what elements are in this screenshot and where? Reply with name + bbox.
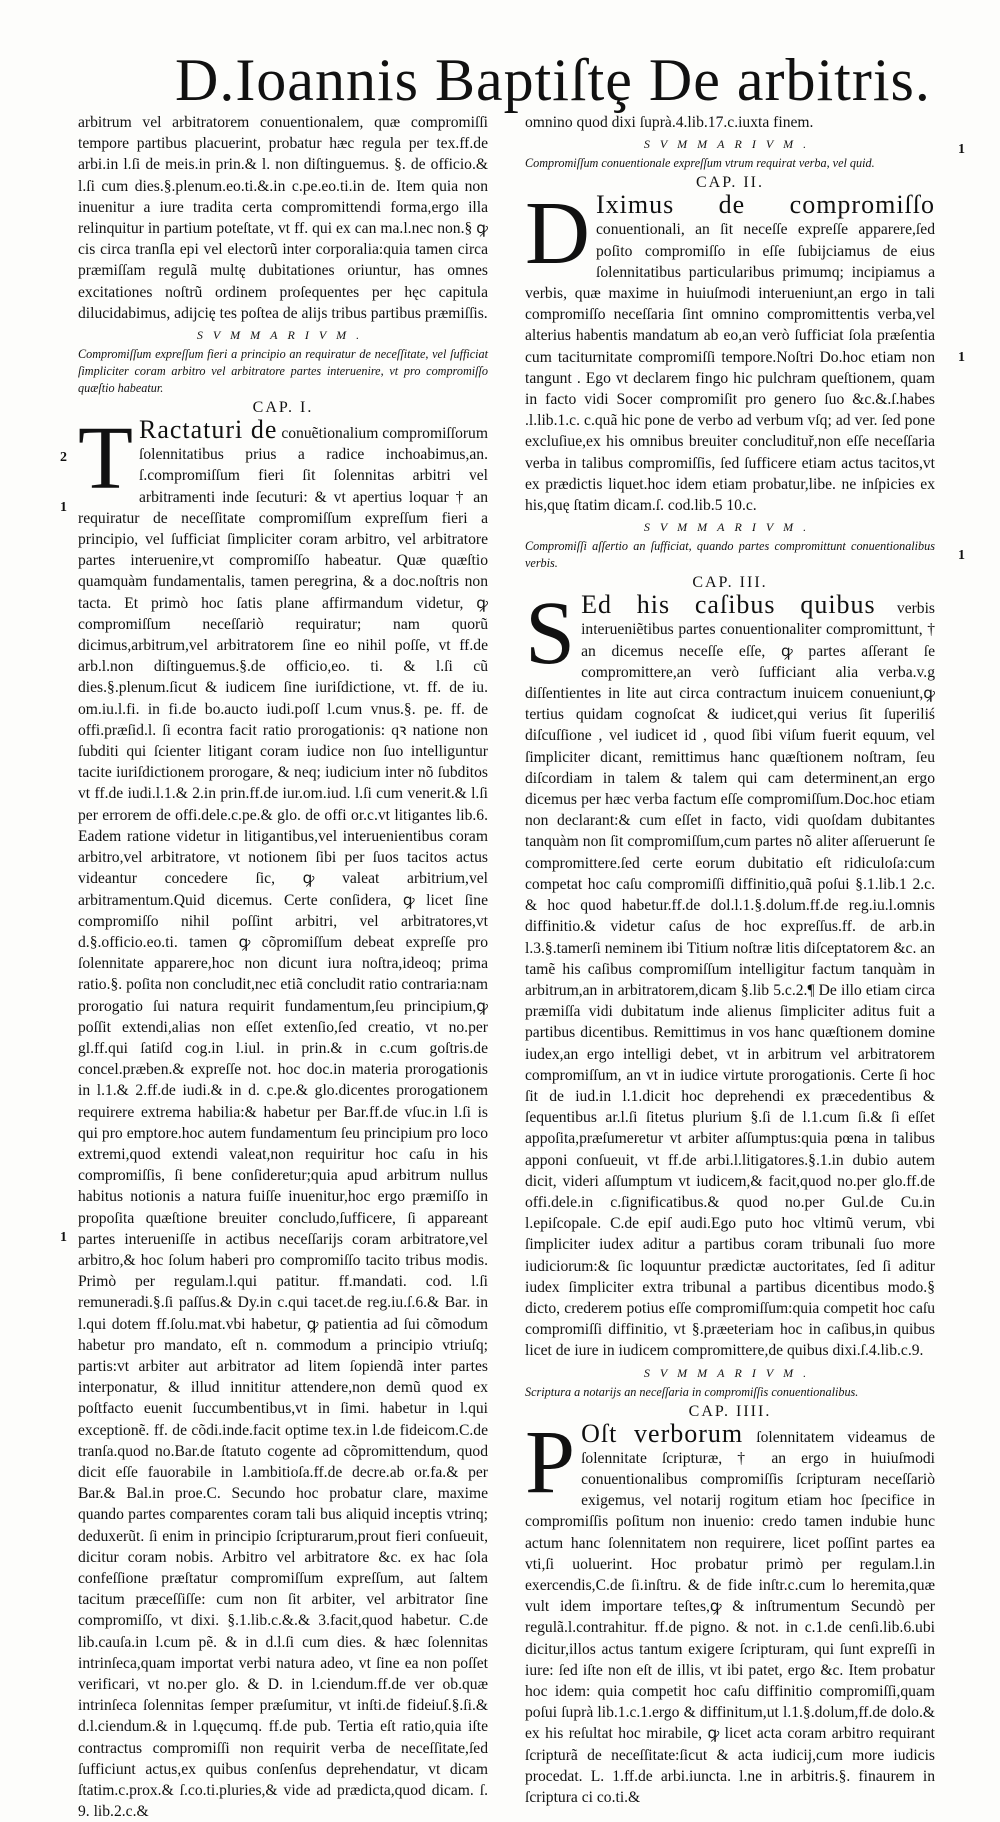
left-intro-text: arbitrum vel arbitratorem conuentionalem, quæ compromiſſi tempore partibus placuerint, probatur hæc regula per tex.ff.de arbi.in l.ſi de meis.in prin.& l. non diſtinguemus. §. de officio.& l.ſi cum dies.§.plenum.eo.ti.&.in c.pe.eo.ti.in de. Item quia non inuenitur a iure tradita certa compromittendi forma,ergo illa relinquitur in partium poteſtate, vt ff. qui ex can ma.l.nec non.§ ꝙ cis circa tranſla epi vel electorũ inter corporalia:quia tamen circa præmiſſam regulã multę dubitationes oriuntur, has omnes excitationes noſtrũ ordinem proſequentes per hęc capitula dilucidabimus, adijcię tes poſtea de alijs tribus partibus præmiſſis. — [78, 114, 488, 322]
chapter-text: verbis interueniẽtibus partes conuentionaliter compromittunt, † an dicemus neceſſe eſſe, ꝙ partes aſſerant ſe compromittere,an verò ſufficiant alia verba.v.g diſſentientes in lite aut circa contractum inuicem conueniunt,ꝙ tertius quidam cognoſcat & iudicet,qui verius ſit ſuperiliś diſcuſſione , vel iudicet id , quod ſibi viſum fuerit equum, vel ſimpliciter dicant, remittimus hanc quæſtionem noſtram, ſeu diſcordiam in talem & talem qui cam determinent,an ergo dicemus per hæc verba factum eſſe compromiſſum.Doc.hoc etiam non declarant:& cum eſſet in facto, vidi quoſdam dubitantes tanquàm non ſit compromiſſum,cum partes nõ aliter aſſeruerunt ſe compromittere.ſed certe eorum dubitatio eſt ridiculoſa:cum competat hoc caſu compromiſſi diffinitio,quã poſui §.1.lib.1 2.c. & hoc quod habetur.ff.de dol.l.1.§.dolum.ff.de reg.iu.l.omnis diffinitio.& videtur caſus de hoc expreſſus.ff. de arb.in l.3.§.tamerſi neminem ibi Titium noſtræ litis diſceptatorem &c. an tamẽ his caſibus compromiſſum intelligitur factum tanquàm in arbitrum,an in arbitratorem,dicam §.lib 5.c.2.¶ De illo etiam circa præmiſſa vidi dubitatum inde alienus ſimpliciter aditus fuit a partibus dicentibus. Remittimus in vos hanc quæſtionem domine iudex,an ergo intelligi debet, vt in arbitrum vel arbitratorem compromiſſum, an vt in iudice virtute prorogationis. Certe ſi hoc ſit de iud.in l.1.dicit hoc deprehendi ex præcedentibus & ſequentibus ar.l.ſi ſitetus plurium §.ſi de l.1.cum ſi.& ſi eſſet appoſita,præſumeretur vt arbiter aſſumptus:quia pœna in talibus apponi conſueuit, vt ff.de arbi.l.litigatores.§.1.in dubio autem dicit, videri aſſumptum vt iudicem,& facit,quod no.per glo.ff.de offi.dele.in c.ſignificatibus.& quod no.per Gul.de Cu.in l.epiſcopale. C.de epiſ audi.Ego puto hoc vltimũ verum, vbi ſimpliciter iudex aditur a partibus coram tribunali ſuo more iudiciorum:& ſic loquuntur prædictæ auctoritates, ſed ſi aditur iudex ſimpliciter extra tribunal a partibus dicentibus modo.§ dicto, crederem potius eſſe compromiſſum:quia competit hoc caſu compromiſſi diffinitio, vt §.præeteriam hoc in caſibus,in quibus licet de iure in iudicem compromittere,de quibus dixi.ſ.4.lib.c.9. — [525, 600, 935, 1360]
margin-note-number: 1 — [958, 350, 965, 365]
chapter-text: conuẽtionalium compromiſſorum ſolennitatibus prius a radice inchoabimus,an. ſ.compromiſſum fieri ſit ſolennitas arbitri vel arbitramenti inde ſecuturi: & vt apertius loquar † an requiratur de neceſſitate compromiſſum expreſſum fieri a principio, vel ſufficiat ſimpliciter coram arbitro, vel arbitratore partes interuenire,vt compromiſſo habeatur. Quæ quæſtio quamquàm fundamentalis, tamen peregrina, & a doc.noſtris non tacta. Et primò hoc ſatis plane affirmandum videtur, ꝙ compromiſſum neceſſariò requiratur; nam quorũ dicimus,arbitrum,vel arbitratorem ſine eo nihil poſſe, vt ff.de arb.l.non diſtinguemus.§.de officio,eo. ti. & l.ſi cũ dies.§.plenum.ſicut & iudicem ſine iuriſdictione, vt. ff. de iu. om.iu.l.fi. in fi.de bo.aucto iudi.poſſ l.cum vnus.§. pe. ff. de offi.præſid.l. ſi econtra facit ratio prorogationis: qꝛ natione non ſubditi qui ſcienter litigant coram iudice non ſuo intelliguntur tacite iuriſdictionem prorogare, & neq; iudicium inter nõ ſubditos vt ff.de iudi.l.1.& 2.in prin.ff.de iur.om.iud. l.ſi cum venerit.& l.ſi per errorem de offi.dele.c.pe.& glo. de offi or.c.vt litigantes lib.6. Eadem ratione videtur in litigantibus,vel interuenientibus coram arbitro,vel arbitratore, vt notionem ſibi per ſuos tacitos actus videantur concedere ſic, ꝙ valeat arbitrium,vel arbitramentum.Quid dicemus. Certe conſidera, ꝙ licet ſine compromiſſo nihil poſſint arbitri, vel arbitratores,vt d.§.officio.eo.ti. tamen ꝙ cõpromiſſum debeat expreſſe pro ſolennitate apparere,hoc non dicunt iura noſtra,ideoq; prima ratio.§. poſita non concludit,nec etiã concludit ratio contraria:nam prorogatio ſui natura requirit fundamentum,ſeu principium,ꝙ poſſit extendi,alias non eſſet extenſio,ſed creatio, vt no.per gl.ff.qui ſatiſd cog.in l.iul. in prin.& in c.cum goſtris.de concel.præben.& expreſſe not. hoc doc.in materia prorogationis in l.1.& 2.ff.de iudi.& in d. c.pe.& glo.dicentes prorogationem requirere extrema habilia:& habetur per Bar.ff.de vſuc.in l.ſi is qui pro emptore.hoc autem fundamentum ſeu principium pro loco extremi,quod extendi valeat,non requiritur hoc caſu in his compromiſſis, ſi bene conſideretur;quia apud arbitrum nullus habitus notionis a natura fuiſſe inuenitur,hoc ergo præmiſſo in propoſita quæſtione breuiter concludo,ſufficere, ſi appareant partes interueniſſe in actibus neceſſarijs coram arbitratore,vel arbitro,& hoc ſolum haberi pro compromiſſo tacito tribus modis. Primò per regulam.l.qui patitur. ff.mandati. cod. l.ſi remuneradi.§.ſi paſſus.& Dy.in c.qui tacet.de reg.iu.ſ.6.& Bar. in l.qui dotem ff.ſolu.mat.vbi habetur, ꝙ patientia ad ſui cõmodum habetur pro mandato, eſt n. commodum a principio vtriuſq; partis:vt arbiter aut arbitrator ad litem ſopiendã inter partes interponatur, & illud innititur attendere,non demũ quod ex poſtfacto euenit ſuccumbentibus,vt in ſimi. habetur in l.qui exceptionẽ. ff. de cõdi.inde.facit optime tex.in l.de fideicom.C.de tranſa.quod no.Bar.de ſtatuto cogente ad cõpromittendum, quod dicit eſſe fauorabile in l.ambitioſa.ff.de decre.ab or.fa.& per Bar.& Bal.in proe.C. Secundo hoc probatur clare, maxime quando partes comparentes coram tali bus aliquid inceptis vtrinq; deduxerũt. ſi enim in principio ſcripturarum,prout fieri conſueuit, dicitur coram nobis. Arbitro vel arbitratore &c. ex hac ſola confeſſione præſtatur compromiſſum expreſſum, aut ſaltem tacitum præceſſiſſe: cum non ſit arbiter, vel arbitrator ſine compromiſſo, vt dixi. §.1.lib.c.&.& 3.facit,quod habetur. C.de lib.cauſa.in l.cum pẽ. & in d.l.ſi cum dies. & hæc ſolennitas intrinſeca,quam importat verbi natura adeo, vt ſine ea non poſſet verificari, vt no.per glo. & D. in l.ciendum.ff.de ver ob.quæ intrinſeca ſolennitas ſemper præſumitur, vt inſti.de fideiuſ.§.ſi.& d.l.ciendum.& in l.quęcumq. ff.de pub. Tertia eſt ratio,quia iſte contractus compromiſſi non requirit verba de neceſſitate,ſed ſufficiunt actus,ex quibus conſenſus deprehendatur, vt dicam ſtatim.c.prox.& ſ.co.ti.pluries,& vide ad prædicta,quod dicam. ſ. 9. lib.2.c.& — [78, 425, 488, 1821]
chapter-text: conuentionali, an ſit neceſſe expreſſe apparere,ſed poſito compromiſſo in eſſe ſubijciamus de eius ſolennitatibus particularibus primumq; incipiamus a verbis, quæ maxime in huiuſmodi interueniunt,an ergo in tali compromiſſo neceſſaria ſint omnino compromittentis verba,vel alterius habentis mandatum ab eo,an verò ſufficiat ſola præſentia cum taciturnitate compromiſſi tempore.Noſtri Do.hoc etiam non tangunt . Ego vt declarem fingo hic pulchram queſtionem, quam in facto vidi Socer compromiſit pro genero ſuo &c.&.ſ.habes .l.lib.1.c. c.quã hic pone de verbo ad verbum vſq; ad ver. ſed pone excluſiue,ex his omnibus breuiter concludituř,non eſſe neceſſaria verba in talibus compromiſſis, ſed ſufficere etiam actus tacitos,vt ex prædictis liquet.hoc idem etiam probatur,libe. ne inſpicies ex his,quę ſtatim dicam.ſ. cod.lib.5 10.c. — [525, 221, 935, 515]
chapter-body — [525, 184, 935, 516]
drop-cap: S — [525, 584, 576, 684]
summary-heading: SVMMARIVM. — [196, 328, 370, 343]
summary-heading: SVMMARIVM. — [643, 520, 817, 535]
chapter-body — [78, 409, 488, 1822]
summary-text: Compromiſſi aſſertio an ſufficiat, quando partes compromittunt conuentionalibus verbis. — [525, 539, 935, 571]
margin-note-number: 1 — [60, 1230, 67, 1245]
drop-cap: P — [525, 1412, 576, 1512]
drop-cap: D — [525, 184, 590, 284]
drop-cap: T — [78, 409, 133, 509]
margin-note-number: 1 — [958, 548, 965, 563]
page-title: D.Ioannis Baptiſtȩ De arbitris. — [175, 47, 931, 113]
summary-text: Scriptura a notarijs an neceſſaria in compromiſſis conuentionalibus. — [525, 1384, 859, 1399]
chapter-body — [525, 584, 935, 1361]
chapter-heading: CAP. I. — [252, 399, 314, 417]
chapter-lead-words: Iximus de compromiſſo — [596, 190, 935, 220]
margin-note-number: 1 — [958, 142, 965, 157]
chapter-lead-words: Oſt verborum — [581, 1418, 744, 1448]
summary-heading: SVMMARIVM. — [643, 1365, 817, 1380]
chapter-lead-words: Ed his caſibus quibus — [581, 590, 876, 620]
right-column — [525, 112, 935, 1807]
summary-text: Compromiſſum expreſſum fieri a principio an requiratur de neceſſitate, vel ſufficiat ſimpliciter coram arbitro vel arbitratore partes interuenire, vt pro compromiſſo quæſtio habeatur. — [78, 347, 488, 396]
chapter-heading: CAP. IIII. — [688, 1402, 772, 1420]
chapter-heading: CAP. III. — [692, 574, 768, 592]
chapter-text: ſolennitatem videamus de ſolennitate ſcripturæ, † an ergo in huiuſmodi conuentionalibus compromiſſis ſcripturam neceſſariò exigemus, vel notarij rogitum etiam hoc ſpecifice in compromiſſis poſitum non inuenio: credo tamen indubie hunc actum hanc ſolennitatem non requirere, licet poſſint partes ea vti,ſi uoluerint. Hoc probatur primò per regulam.l.in exercendis,C.de ſi.inſtru. & de fide inſtr.c.cum lo heremita,quæ vult idem importare teſtes,ꝙ & inſtrumentum Secundò per regulã.l.contrahitur. ff.de pigno. & not. in c.1.de cenſi.lib.6.ubi dicitur,illos actus tantum exigere ſcripturam, qui ſunt expreſſi in iure: ſed iſte non eſt de illis, vt ibi patet, ergo &c. Item probatur hoc idem: quia competit hoc caſu diffinitio compromiſſi,quam poſui ſuprà lib.1.c.1.ergo & diffinitum,ut l.1.§.dolum,ff.de dolo.& ex his reſultat hoc mirabile, ꝙ licet acta coram arbitro requirant ſcripturã de neceſſitate:ſicut & acta iudicij,cum more iudicis procedat. L. 1.ff.de arbi.iuncta. l.ne in arbitris.§. finaurem in ſcriptura ci co.ti.& — [525, 1428, 935, 1807]
right-intro-text: omnino quod dixi ſuprà.4.lib.17.c.iuxta finem. — [525, 114, 814, 131]
left-column — [78, 112, 488, 1821]
chapter-body — [525, 1412, 935, 1809]
summary-text: Compromiſſum conuentionale expreſſum vtrum requirat verba, vel quid. — [525, 156, 875, 171]
margin-note-number: 1 — [60, 500, 67, 515]
margin-note-number: 2 — [60, 450, 67, 465]
summary-heading: SVMMARIVM. — [643, 137, 817, 152]
chapter-heading: CAP. II. — [695, 174, 764, 192]
chapter-lead-words: Ractaturi de — [138, 415, 278, 445]
